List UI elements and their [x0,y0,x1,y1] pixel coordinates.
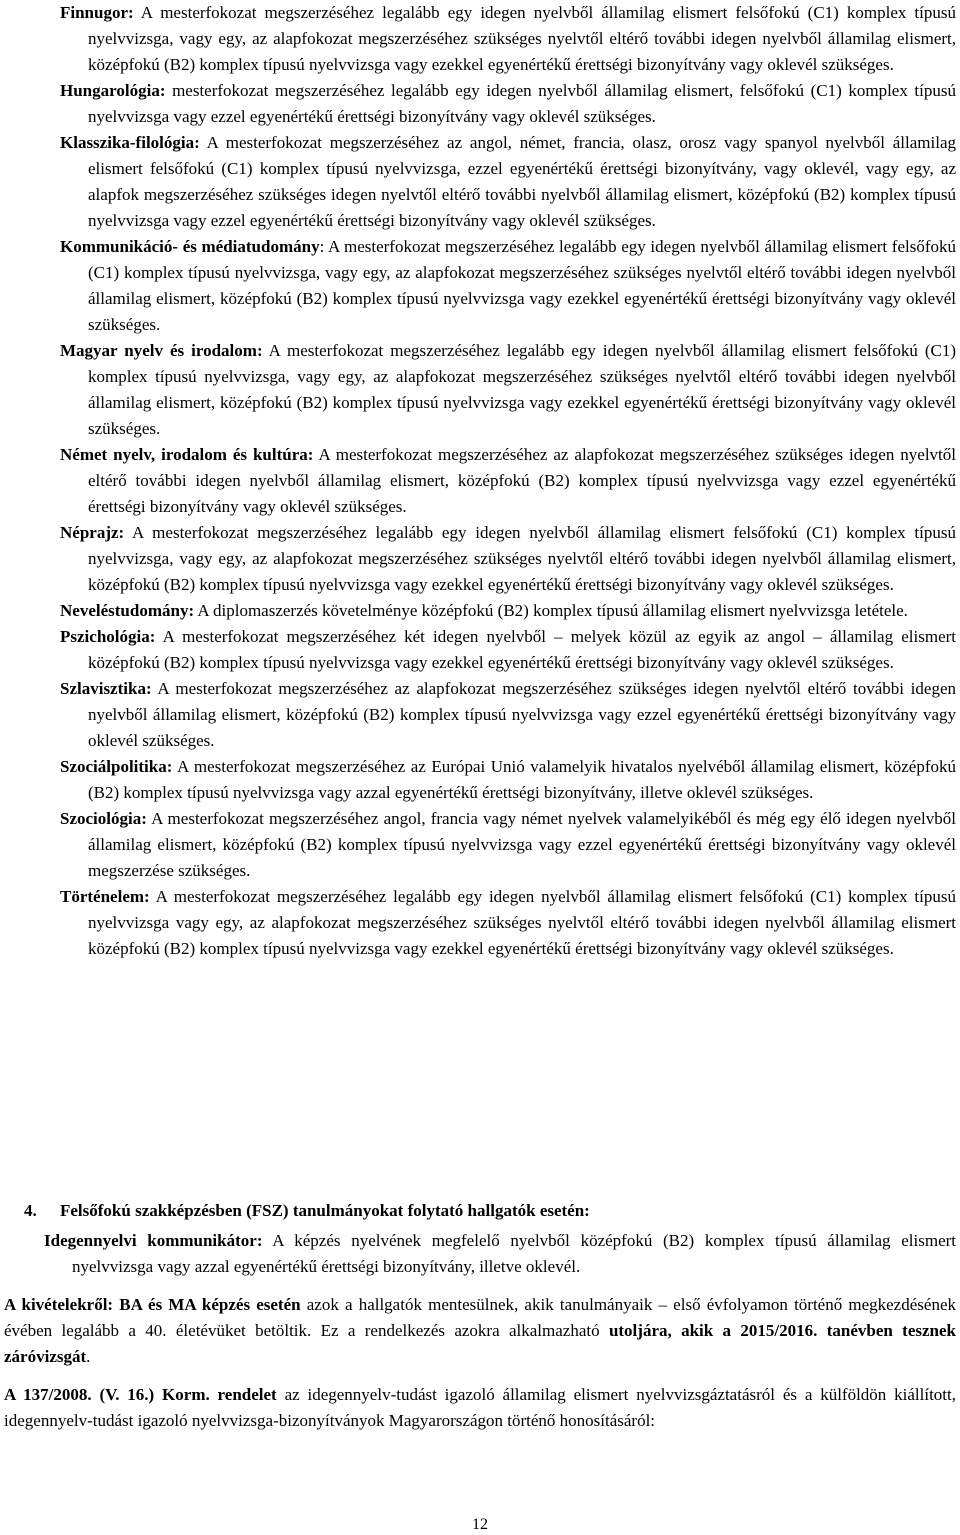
exemptions-lead: A kivételekről: BA és MA képzés esetén [4,1295,301,1314]
entry-text: A képzés nyelvének megfelelő nyelvből középfokú (B2) komplex típusú államilag elismert nyelvvizsga vagy azzal egyenértékű érettségi bizonyítvány, illetve oklevél. [72,1231,956,1276]
entry-term: Történelem: [60,887,150,906]
entry-text: A mesterfokozat megszerzéséhez az Európai Unió valamelyik hivatalos nyelvéből államilag elismert, középfokú (B2) komplex típusú nyelvvizsga vagy azzal egyenértékű érettségi bizonyítvány, illetve oklevél szükséges. [88,757,956,802]
entry-term: Neveléstudomány: [60,601,195,620]
decree-reference: A 137/2008. (V. 16.) Korm. rendelet [4,1385,277,1404]
list-item [60,884,956,962]
entry-term: Szociológia: [60,809,147,828]
list-item [60,520,956,598]
entry-text: A mesterfokozat megszerzéséhez legalább egy idegen nyelvből államilag elismert felsőfokú (C1) komplex típusú nyelvvizsga, vagy egy, az alapfokozat megszerzéséhez szükséges nyelvtől eltérő további idegen nyelvből államilag elismert, középfokú (B2) komplex típusú nyelvvizsga vagy ezekkel egyenértékű érettségi bizonyítvány vagy oklevél szükséges. [88,523,956,594]
entry-text: : A mesterfokozat megszerzéséhez legalább egy idegen nyelvből államilag elismert felsőfokú (C1) komplex típusú nyelvvizsga, vagy egy, az alapfokozat megszerzéséhez szükséges nyelvtől eltérő további idegen nyelvből államilag elismert, középfokú (B2) komplex típusú nyelvvizsga vagy ezekkel egyenértékű érettségi bizonyítvány vagy oklevél szükséges. [88,237,957,334]
entry-text: A mesterfokozat megszerzéséhez az alapfokozat megszerzéséhez szükséges idegen nyelvtől eltérő további idegen nyelvből államilag elismert, középfokú (B2) komplex típusú nyelvvizsga vagy ezzel egyenértékű érettségi bizonyítvány vagy oklevél szükséges. [88,679,956,750]
list-item [60,624,956,676]
section-title: Felsőfokú szakképzésben (FSZ) tanulmányokat folytató hallgatók esetén: [60,1201,590,1220]
list-item [60,130,956,234]
entry-text: A mesterfokozat megszerzéséhez az alapfokozat megszerzéséhez szükséges idegen nyelvtől eltérő további idegen nyelvből államilag elismert, középfokú (B2) komplex típusú nyelvvizsga vagy ezzel egyenértékű érettségi bizonyítvány vagy oklevél szükséges. [88,445,956,516]
entry-term: Néprajz: [60,523,125,542]
entry-text: mesterfokozat megszerzéséhez legalább egy idegen nyelvből államilag elismert, felsőfokú (C1) komplex típusú nyelvvizsga vagy ezzel egyenértékű érettségi bizonyítvány vagy oklevél szükséges. [88,81,956,126]
entry-term: Német nyelv, irodalom és kultúra: [60,445,314,464]
language-requirements-list [60,0,956,962]
exemptions-end: . [86,1347,91,1366]
fsz-requirements [44,1228,956,1280]
entry-term: Idegennyelvi kommunikátor: [44,1231,263,1250]
entry-text: A mesterfokozat megszerzéséhez az angol, német, francia, olasz, orosz vagy spanyol nyelvből államilag elismert felsőfokú (C1) komplex típusú nyelvvizsga, ezzel egyenértékű érettségi bizonyítvány, vagy oklevél, vagy egy, az alapfok megszerzéséhez szükséges idegen nyelvtől eltérő további nyelvből államilag elismert, középfokú (B2) komplex típusú nyelvvizsga vagy ezzel egyenértékű érettségi bizonyítvány vagy oklevél szükséges. [88,133,956,230]
entry-term: Finnugor: [60,3,134,22]
exemptions-emphasis: utoljára, akik a 2015/2016. tanévben tesznek záróvizsgát [4,1321,956,1366]
decree-paragraph [4,1382,956,1434]
entry-term: Magyar nyelv és irodalom: [60,341,263,360]
entry-term: Klasszika-filológia: [60,133,200,152]
decree-text: az idegennyelv-tudást igazoló államilag elismert nyelvvizsgáztatásról és a külföldön kiállított, idegennyelv-tudást igazoló nyelvvizsga-bizonyítványok Magyarországon történő honosításáról: [4,1385,956,1430]
list-item [60,442,956,520]
entry-text: A mesterfokozat megszerzéséhez legalább egy idegen nyelvből államilag elismert felsőfokú (C1) komplex típusú nyelvvizsga, vagy egy, az alapfokozat megszerzéséhez szükséges nyelvtől eltérő további idegen nyelvből államilag elismert, középfokú (B2) komplex típusú nyelvvizsga vagy ezekkel egyenértékű érettségi bizonyítvány vagy oklevél szükséges. [88,3,956,74]
list-item [44,1228,956,1280]
page-number: 12 [472,1516,488,1533]
exemptions-paragraph [4,1292,956,1370]
section-heading [24,1198,590,1224]
entry-term: Szociálpolitika: [60,757,173,776]
list-item [60,338,956,442]
entry-term: Szlavisztika: [60,679,152,698]
section-number: 4. [24,1201,37,1220]
list-item [60,676,956,754]
list-item [60,598,956,624]
list-item [60,0,956,78]
list-item [60,78,956,130]
entry-term: Pszichológia: [60,627,156,646]
entry-text: A mesterfokozat megszerzéséhez legalább egy idegen nyelvből államilag elismert felsőfokú (C1) komplex típusú nyelvvizsga, vagy egy, az alapfokozat megszerzéséhez szükséges nyelvtől eltérő további idegen nyelvből államilag elismert, középfokú (B2) komplex típusú nyelvvizsga vagy ezekkel egyenértékű érettségi bizonyítvány vagy oklevél szükséges. [88,341,956,438]
list-item [60,806,956,884]
entry-term: Hungarológia: [60,81,166,100]
list-item [60,754,956,806]
entry-text: A mesterfokozat megszerzéséhez angol, francia vagy német nyelvek valamelyikéből és még egy élő idegen nyelvből államilag elismert, középfokú (B2) komplex típusú nyelvvizsga vagy ezzel egyenértékű érettségi bizonyítvány vagy oklevél megszerzése szükséges. [88,809,956,880]
entry-text: A mesterfokozat megszerzéséhez legalább egy idegen nyelvből államilag elismert felsőfokú (C1) komplex típusú nyelvvizsga vagy egy, az alapfokozat megszerzéséhez szükséges nyelvtől eltérő további idegen nyelvből államilag elismert középfokú (B2) komplex típusú nyelvvizsga vagy ezekkel egyenértékű érettségi bizonyítvány vagy oklevél szükséges. [88,887,956,958]
entry-text: A diplomaszerzés követelménye középfokú (B2) komplex típusú államilag elismert nyelvvizsga letétele. [194,601,908,620]
entry-text: A mesterfokozat megszerzéséhez két idegen nyelvből – melyek közül az egyik az angol – államilag elismert középfokú (B2) komplex típusú nyelvvizsga vagy ezekkel egyenértékű érettségi bizonyítvány vagy oklevél szükséges. [88,627,956,672]
entry-term: Kommunikáció- és médiatudomány [60,237,320,256]
exemptions-text: azok a hallgatók mentesülnek, akik tanulmányaik – első évfolyamon történő megkezdésének évében legalább a 40. életévüket betöltik. Ez a rendelkezés azokra alkalmazható [4,1295,956,1340]
list-item [60,234,956,338]
